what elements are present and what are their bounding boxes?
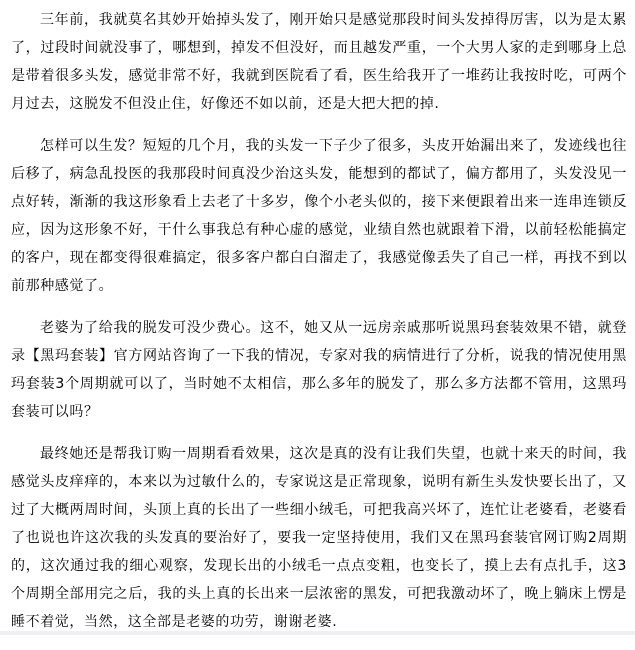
paragraph-1: 三年前，我就莫名其妙开始掉头发了，刚开始只是感觉那段时间头发掉得厉害，以为是太累了，过段时间就没事了，哪想到，掉发不但没好，而且越发严重，一个大男人家的走到哪身上总是带着很多头发，感觉非常不好，我就到医院看了看，医生给我开了一堆药让我按时吃，可两个月过去，这脱发不但没止住，好像还不如以前，还是大把大把的掉. xyxy=(11,12,627,112)
paragraph-2: 怎样可以生发？短短的几个月，我的头发一下子少了很多，头皮开始漏出来了，发迹线也往后移了，病急乱投医的我那段时间真没少治这头发，能想到的都试了，偏方都用了，头发没见一点好转，渐渐的我这形象看上去老了十多岁，像个小老头似的，接下来便跟着出来一连串连锁反应，因为这形象不好，干什么事我总有种心虚的感觉，业绩自然也就跟着下滑，以前轻松能搞定的客户，现在都变得很难搞定，很多客户都白白溜走了，我感觉像丢失了自己一样，再找不到以前那种感觉了。 xyxy=(11,138,627,294)
paragraph-4: 最终她还是帮我订购一周期看看效果，这次是真的没有让我们失望，也就十来天的时间，我感觉头皮痒痒的，本来以为过敏什么的，专家说这是正常现象，说明有新生头发快要长出了，又过了大概两周时间，头顶上真的长出了一些细小绒毛，可把我高兴坏了，连忙让老婆看，老婆看了也说也许这次我的头发真的要治好了，要我一定坚持使用，我们又在黑玛套装官网订购2周期的，这次通过我的细心观察，发现长出的小绒毛一点点变粗，也变长了，摸上去有点扎手，这3个周期全部用完之后，我的头上真的长出来一层浓密的黑发，可把我激动坏了，晚上躺床上愣是睡不着觉，当然，这全部是老婆的功劳，谢谢老婆. xyxy=(11,446,627,630)
bottom-divider xyxy=(0,631,635,635)
article-body xyxy=(11,6,627,650)
paragraph-3: 老婆为了给我的脱发可没少费心。这不，她又从一远房亲戚那听说黑玛套装效果不错，就登录【黑玛套装】官方网站咨询了一下我的情况，专家对我的病情进行了分析，说我的情况使用黑玛套装3个周期就可以了，当时她不太相信，那么多年的脱发了，那么多方法都不管用，这黑玛套装可以吗？ xyxy=(11,320,627,420)
